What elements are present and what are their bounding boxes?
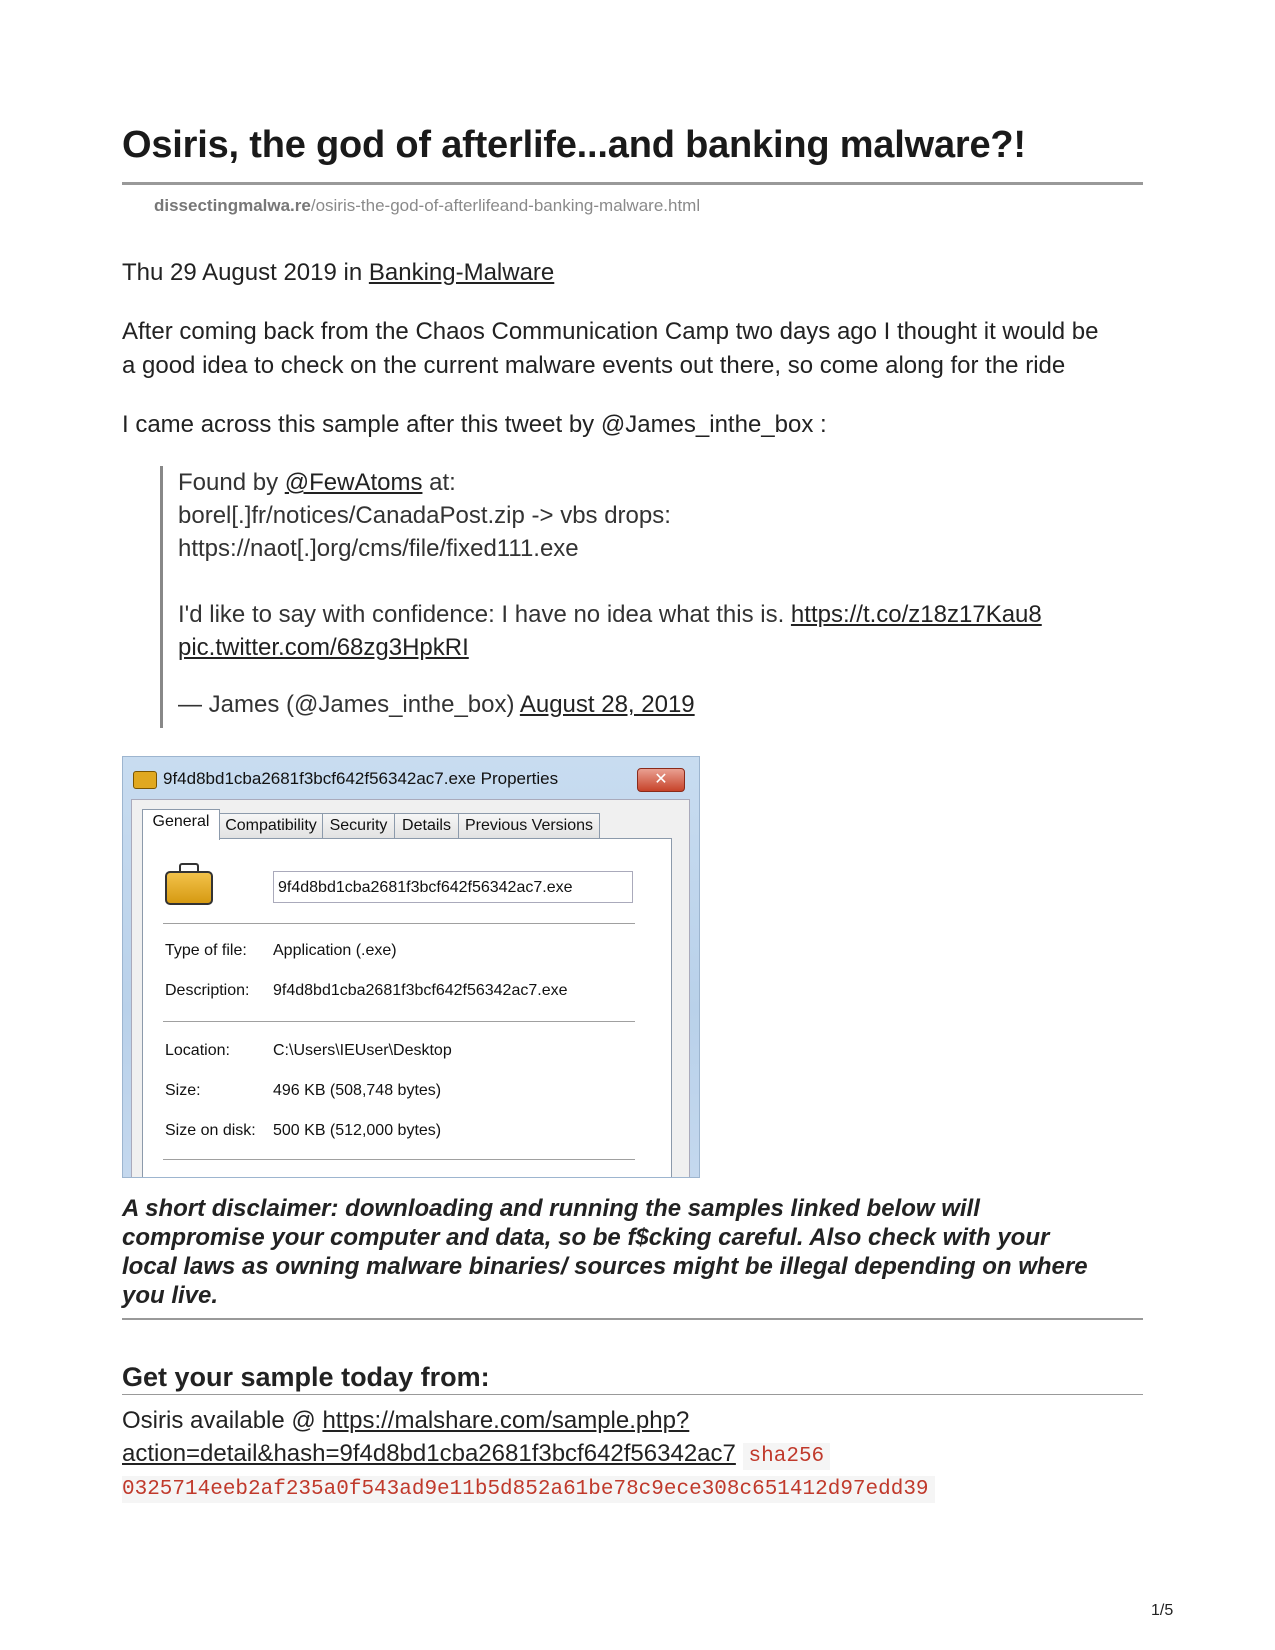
heading-divider <box>122 1394 1143 1395</box>
tweet-line-5 <box>178 631 469 665</box>
tweet-intro: I came across this sample after this tweet by @James_inthe_box : <box>122 411 827 438</box>
description-value: 9f4d8bd1cba2681f3bcf642f56342ac7.exe <box>273 982 568 999</box>
disclaimer-line: A short disclaimer: downloading and running the samples linked below will <box>122 1195 980 1222</box>
tweet-date-link[interactable]: August 28, 2019 <box>519 691 695 718</box>
post-date: Thu 29 August 2019 in <box>122 259 369 286</box>
filename-field: 9f4d8bd1cba2681f3bcf642f56342ac7.exe <box>273 871 633 903</box>
type-value: Application (.exe) <box>273 942 397 959</box>
application-icon <box>165 871 213 905</box>
description-label: Description: <box>165 982 250 999</box>
tweet-line-2: borel[.]fr/notices/CanadaPost.zip -> vbs drops: <box>178 502 671 529</box>
properties-dialog-screenshot <box>122 756 700 1178</box>
tweet-attribution <box>178 688 695 722</box>
sha256-hash: 0325714eeb2af235a0f543ad9e11b5d852a61be78c9ece308c651412d97edd39 <box>122 1476 935 1503</box>
disclaimer-line: you live. <box>122 1282 219 1309</box>
section-divider <box>122 1318 1143 1320</box>
tab-security: Security <box>322 813 395 838</box>
source-url[interactable] <box>154 196 700 216</box>
malshare-link[interactable]: https://malshare.com/sample.php? <box>322 1407 690 1434</box>
location-label: Location: <box>165 1042 230 1059</box>
disclaimer <box>122 1194 1143 1310</box>
category-link[interactable]: Banking-Malware <box>368 259 555 286</box>
sample-heading: Get your sample today from: <box>122 1362 490 1392</box>
type-label: Type of file: <box>165 942 247 959</box>
page-number: 1/5 <box>1151 1602 1174 1619</box>
hash-label: sha256 <box>743 1443 831 1470</box>
sample-line-2 <box>122 1437 830 1474</box>
tab-compatibility: Compatibility <box>219 813 323 838</box>
tweet-blockquote <box>160 466 1103 728</box>
tab-previous-versions: Previous Versions <box>458 813 600 838</box>
general-panel <box>142 838 672 1178</box>
title-divider <box>122 182 1143 185</box>
attribution-text: — James (@James_inthe_box) <box>178 691 520 718</box>
source-domain: dissectingmalwa.re <box>154 196 311 215</box>
size-label: Size: <box>165 1082 201 1099</box>
fewatoms-link[interactable]: @FewAtoms <box>284 469 423 496</box>
size-on-disk-label: Size on disk: <box>165 1122 256 1139</box>
tweet-text: Found by <box>178 469 285 496</box>
disclaimer-line: compromise your computer and data, so be f$cking careful. Also check with your <box>122 1224 1050 1251</box>
tweet-line-3: https://naot[.]org/cms/file/fixed111.exe <box>178 535 579 562</box>
sample-prefix: Osiris available @ <box>122 1407 323 1434</box>
tweet-line-4 <box>178 598 1042 632</box>
dialog-title: 9f4d8bd1cba2681f3bcf642f56342ac7.exe Properties <box>163 769 559 788</box>
intro-paragraph <box>122 315 1099 383</box>
source-path: /osiris-the-god-of-afterlifeand-banking-malware.html <box>310 196 701 215</box>
tweet-line-1 <box>178 466 456 500</box>
disclaimer-line: local laws as owning malware binaries/ sources might be illegal depending on where <box>122 1253 1088 1280</box>
malshare-link-cont[interactable]: action=detail&hash=9f4d8bd1cba2681f3bcf642f56342ac7 <box>122 1440 736 1467</box>
tab-general: General <box>142 809 220 840</box>
sample-line-1 <box>122 1404 689 1438</box>
location-value: C:\Users\IEUser\Desktop <box>273 1042 452 1059</box>
intro-line-1: After coming back from the Chaos Communication Camp two days ago I thought it would be <box>122 318 1099 345</box>
post-meta <box>122 256 554 290</box>
intro-line-2: a good idea to check on the current malware events out there, so come along for the ride <box>122 352 1066 379</box>
close-icon: ✕ <box>637 768 685 792</box>
dialog-body <box>131 799 690 1178</box>
pic-twitter-link[interactable]: pic.twitter.com/68zg3HpkRI <box>178 634 469 661</box>
tco-link[interactable]: https://t.co/z18z17Kau8 <box>790 601 1042 628</box>
tab-details: Details <box>394 813 459 838</box>
sample-line-3 <box>122 1470 935 1507</box>
tweet-text: I'd like to say with confidence: I have no idea what this is. <box>178 601 791 628</box>
size-on-disk-value: 500 KB (512,000 bytes) <box>273 1122 442 1139</box>
divider <box>163 1021 635 1022</box>
application-icon <box>133 771 157 789</box>
page-title: Osiris, the god of afterlife...and banking malware?! <box>122 124 1026 166</box>
divider <box>163 1159 635 1160</box>
tweet-text: at: <box>422 469 456 496</box>
divider <box>163 923 635 924</box>
size-value: 496 KB (508,748 bytes) <box>273 1082 442 1099</box>
